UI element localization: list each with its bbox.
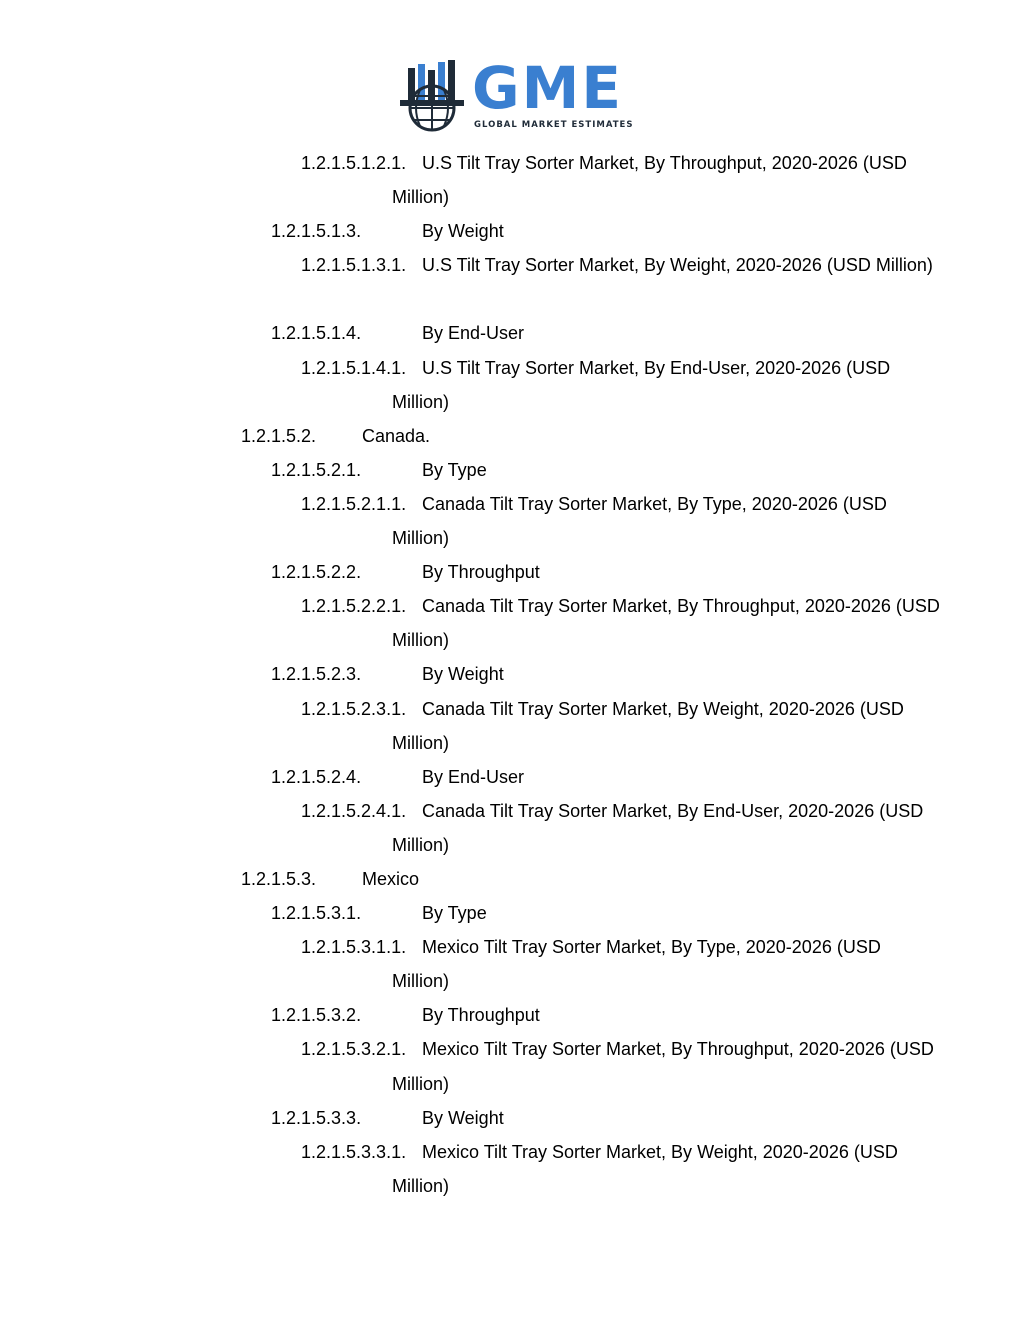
toc-entry-number: 1.2.1.5.1.4.1. — [301, 357, 407, 378]
toc-entry — [0, 657, 1024, 691]
toc-entry — [0, 453, 1024, 487]
toc-entry-number: 1.2.1.5.3. — [241, 868, 317, 889]
toc-entry-number: 1.2.1.5.1.4. — [271, 323, 362, 344]
toc-entry — [0, 589, 1024, 657]
logo-text: GME — [472, 54, 623, 122]
toc-entry-number: 1.2.1.5.3.2.1. — [301, 1039, 407, 1060]
toc-entry — [0, 351, 1024, 419]
toc-entry — [0, 1101, 1024, 1135]
toc-entry-number: 1.2.1.5.2.3. — [271, 664, 362, 685]
toc-entry — [0, 555, 1024, 589]
toc-entry — [0, 214, 1024, 248]
toc-entry-title: By Weight — [422, 1107, 504, 1128]
toc-entry-number: 1.2.1.5.2.1. — [271, 459, 362, 480]
toc-entry-number: 1.2.1.5.3.3.1. — [301, 1141, 407, 1162]
gme-logo — [400, 56, 660, 136]
toc-entry-title: By Type — [422, 459, 487, 480]
toc-entry-title: Mexico — [362, 868, 420, 889]
toc-entry — [0, 248, 1024, 316]
toc-entry-title: By End-User — [422, 766, 525, 787]
table-of-contents — [0, 146, 1024, 1203]
toc-entry-title: Canada Tilt Tray Sorter Market, By Type, 2020-2026 (USD Million) — [392, 493, 887, 549]
toc-entry-title: Canada Tilt Tray Sorter Market, By Throughput, 2020-2026 (USD Million) — [392, 596, 940, 651]
toc-entry-number: 1.2.1.5.2.2. — [271, 562, 362, 583]
toc-entry-number: 1.2.1.5.2.2.1. — [301, 596, 407, 617]
toc-entry — [0, 692, 1024, 760]
logo-tagline: GLOBAL MARKET ESTIMATES — [474, 120, 634, 130]
toc-entry-title: By Throughput — [422, 1005, 540, 1026]
toc-entry-number: 1.2.1.5.3.1. — [271, 903, 362, 924]
toc-entry-title: Canada Tilt Tray Sorter Market, By Weight, 2020-2026 (USD Million) — [392, 698, 904, 753]
toc-entry-title: U.S Tilt Tray Sorter Market, By Weight, 2020-2026 (USD Million) — [422, 255, 933, 276]
toc-entry — [0, 998, 1024, 1032]
toc-entry-title: U.S Tilt Tray Sorter Market, By Throughput, 2020-2026 (USD Million) — [392, 153, 907, 208]
toc-entry-title: By Weight — [422, 221, 504, 242]
toc-entry — [0, 487, 1024, 555]
toc-entry-title: U.S Tilt Tray Sorter Market, By End-User, 2020-2026 (USD Million) — [392, 357, 891, 412]
toc-entry — [0, 146, 1024, 214]
toc-entry-number: 1.2.1.5.2.3.1. — [301, 698, 407, 719]
toc-entry — [0, 1135, 1024, 1203]
toc-entry-number: 1.2.1.5.2.1.1. — [301, 493, 407, 514]
toc-entry-title: Mexico Tilt Tray Sorter Market, By Type, 2020-2026 (USD Million) — [392, 937, 881, 992]
toc-entry — [0, 419, 1024, 453]
toc-entry — [0, 896, 1024, 930]
toc-entry-title: Canada Tilt Tray Sorter Market, By End-User, 2020-2026 (USD Million) — [392, 800, 924, 855]
toc-entry-title: By Weight — [422, 664, 504, 685]
toc-entry-number: 1.2.1.5.3.3. — [271, 1107, 362, 1128]
toc-entry-title: Mexico Tilt Tray Sorter Market, By Weight, 2020-2026 (USD Million) — [392, 1141, 898, 1196]
toc-entry-title: By Throughput — [422, 562, 540, 583]
toc-entry — [0, 930, 1024, 998]
toc-entry-title: Canada. — [362, 425, 431, 446]
toc-entry — [0, 862, 1024, 896]
toc-entry-number: 1.2.1.5.3.1.1. — [301, 937, 407, 958]
toc-entry — [0, 1032, 1024, 1100]
toc-entry-number: 1.2.1.5.2.4. — [271, 766, 362, 787]
toc-entry — [0, 760, 1024, 794]
toc-entry-number: 1.2.1.5.1.3. — [271, 221, 362, 242]
toc-entry-title: By Type — [422, 903, 487, 924]
toc-entry — [0, 794, 1024, 862]
toc-entry-number: 1.2.1.5.3.2. — [271, 1005, 362, 1026]
toc-entry-number: 1.2.1.5.1.3.1. — [301, 255, 407, 276]
toc-entry-number: 1.2.1.5.2.4.1. — [301, 800, 407, 821]
toc-entry-number: 1.2.1.5.1.2.1. — [301, 153, 407, 173]
toc-entry-title: Mexico Tilt Tray Sorter Market, By Throughput, 2020-2026 (USD Million) — [392, 1039, 934, 1094]
toc-entry-title: By End-User — [422, 323, 525, 344]
toc-entry-number: 1.2.1.5.2. — [241, 425, 317, 446]
toc-entry — [0, 316, 1024, 350]
